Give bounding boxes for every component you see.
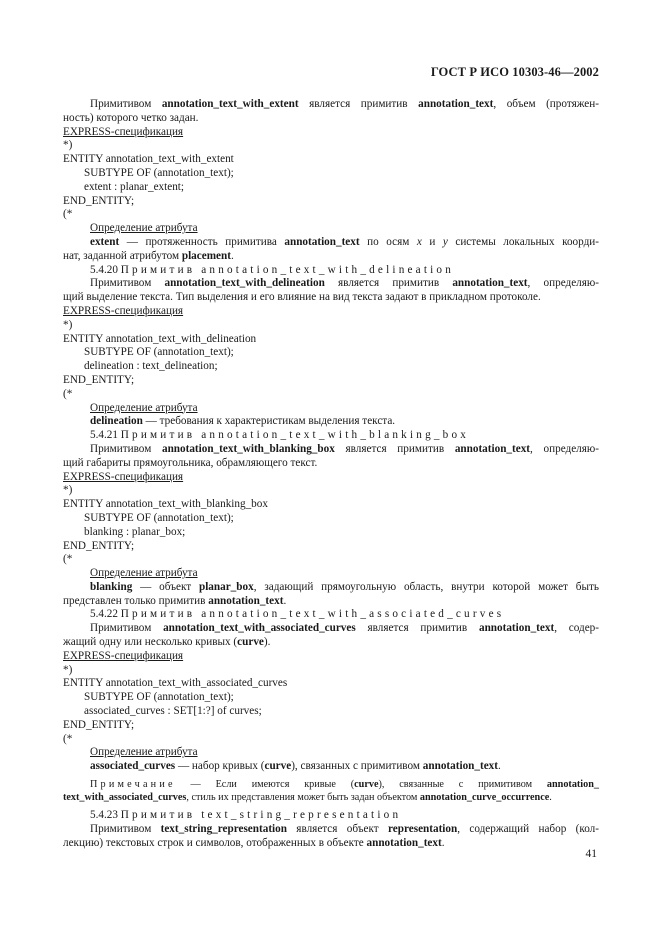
definition-delineation: delineation — требования к характеристикам выделения текста. [90,415,396,428]
paragraph-delineation-line2: щий выделение текста. Тип выделения и его влияние на вид текста задают в прикладном протоколе. [63,291,541,304]
section-heading-5-4-21: 5.4.21 Примитив annotation_text_with_blanking_box [90,429,470,442]
subtype-line-3: SUBTYPE OF (annotation_text); [84,511,234,524]
section-heading-5-4-20: 5.4.20 Примитив annotation_text_with_delineation [90,263,455,276]
comment-open-3: *) [63,484,73,497]
comment-close-2: (* [63,387,73,400]
definition-blanking-line1: blanking — объект planar_box, задающий прямоугольную область, внутри которой может быть [90,580,599,593]
attribute-definition-heading-1: Определение атрибута [90,222,198,235]
attribute-line-4: associated_curves : SET[1:?] of curves; [84,705,262,718]
paragraph-text-string-line1: Примитивом text_string_representation является объект representation, содержащий набор (кол- [90,823,599,836]
page-number: 41 [585,848,597,860]
end-entity-1: END_ENTITY; [63,194,135,207]
end-entity-2: END_ENTITY; [63,373,135,386]
note-line1: Примечание — Если имеются кривые (curve), связанные с примитивом annotation_ [90,779,599,791]
definition-associated-curves: associated_curves — набор кривых (curve), связанных с примитивом annotation_text. [90,760,501,773]
paragraph-extent-line1: Примитивом annotation_text_with_extent является примитив annotation_text, объем (протяжен- [90,98,599,110]
definition-extent-line2: нат, заданной атрибутом placement. [63,249,234,262]
subtype-line-4: SUBTYPE OF (annotation_text); [84,691,234,704]
paragraph-blanking-line1: Примитивом annotation_text_with_blanking_box является примитив annotation_text, определяю- [90,442,599,455]
entity-line-2: ENTITY annotation_text_with_delineation [63,332,257,345]
entity-line-3: ENTITY annotation_text_with_blanking_box [63,498,268,511]
standard-header: ГОСТ Р ИСО 10303-46—2002 [430,65,599,79]
paragraph-curves-line2: жащий одну или несколько кривых (curve). [63,636,271,649]
entity-line-4: ENTITY annotation_text_with_associated_curves [63,677,288,690]
attribute-definition-heading-2: Определение атрибута [90,401,198,414]
comment-close-3: (* [63,553,73,566]
section-heading-5-4-23: 5.4.23 Примитив text_string_representation [90,809,402,822]
express-heading-4: EXPRESS-спецификация [63,649,184,662]
comment-open-2: *) [63,318,73,331]
subtype-line-1: SUBTYPE OF (annotation_text); [84,166,234,179]
attribute-line-2: delineation : text_delineation; [84,360,218,373]
end-entity-4: END_ENTITY; [63,718,135,731]
paragraph-delineation-line1: Примитивом annotation_text_with_delineation является примитив annotation_text, определяю- [90,277,599,290]
end-entity-3: END_ENTITY; [63,539,135,552]
express-heading-1: EXPRESS-спецификация [63,125,184,138]
subtype-line-2: SUBTYPE OF (annotation_text); [84,346,234,359]
definition-blanking-line2: представлен только примитив annotation_text. [63,594,287,607]
attribute-line-1: extent : planar_extent; [84,180,185,193]
express-heading-2: EXPRESS-спецификация [63,304,184,317]
attribute-definition-heading-4: Определение атрибута [90,746,198,759]
attribute-definition-heading-3: Определение атрибута [90,567,198,580]
paragraph-text-string-line2: лекцию) текстовых строк и символов, отображенных в объекте annotation_text. [63,836,445,849]
express-heading-3: EXPRESS-спецификация [63,470,184,483]
entity-line-1: ENTITY annotation_text_with_extent [63,153,234,166]
comment-close-4: (* [63,732,73,745]
note-line2: text_with_associated_curves, стиль их представления может быть задан объектом annotation_curve_occurrence. [63,791,552,803]
definition-extent-line1: extent — протяженность примитива annotation_text по осям x и y системы локальных коорди- [90,235,599,248]
comment-open-4: *) [63,663,73,676]
attribute-line-3: blanking : planar_box; [84,525,186,538]
paragraph-extent-line2: ность) которого четко задан. [63,111,199,124]
page-content [63,98,599,851]
paragraph-curves-line1: Примитивом annotation_text_with_associated_curves является примитив annotation_text, содер- [90,622,599,635]
paragraph-blanking-line2: щий габариты прямоугольника, обрамляющего текст. [63,456,318,469]
comment-open-1: *) [63,139,73,152]
section-heading-5-4-22: 5.4.22 Примитив annotation_text_with_associated_curves [90,608,505,621]
comment-close-1: (* [63,208,73,221]
